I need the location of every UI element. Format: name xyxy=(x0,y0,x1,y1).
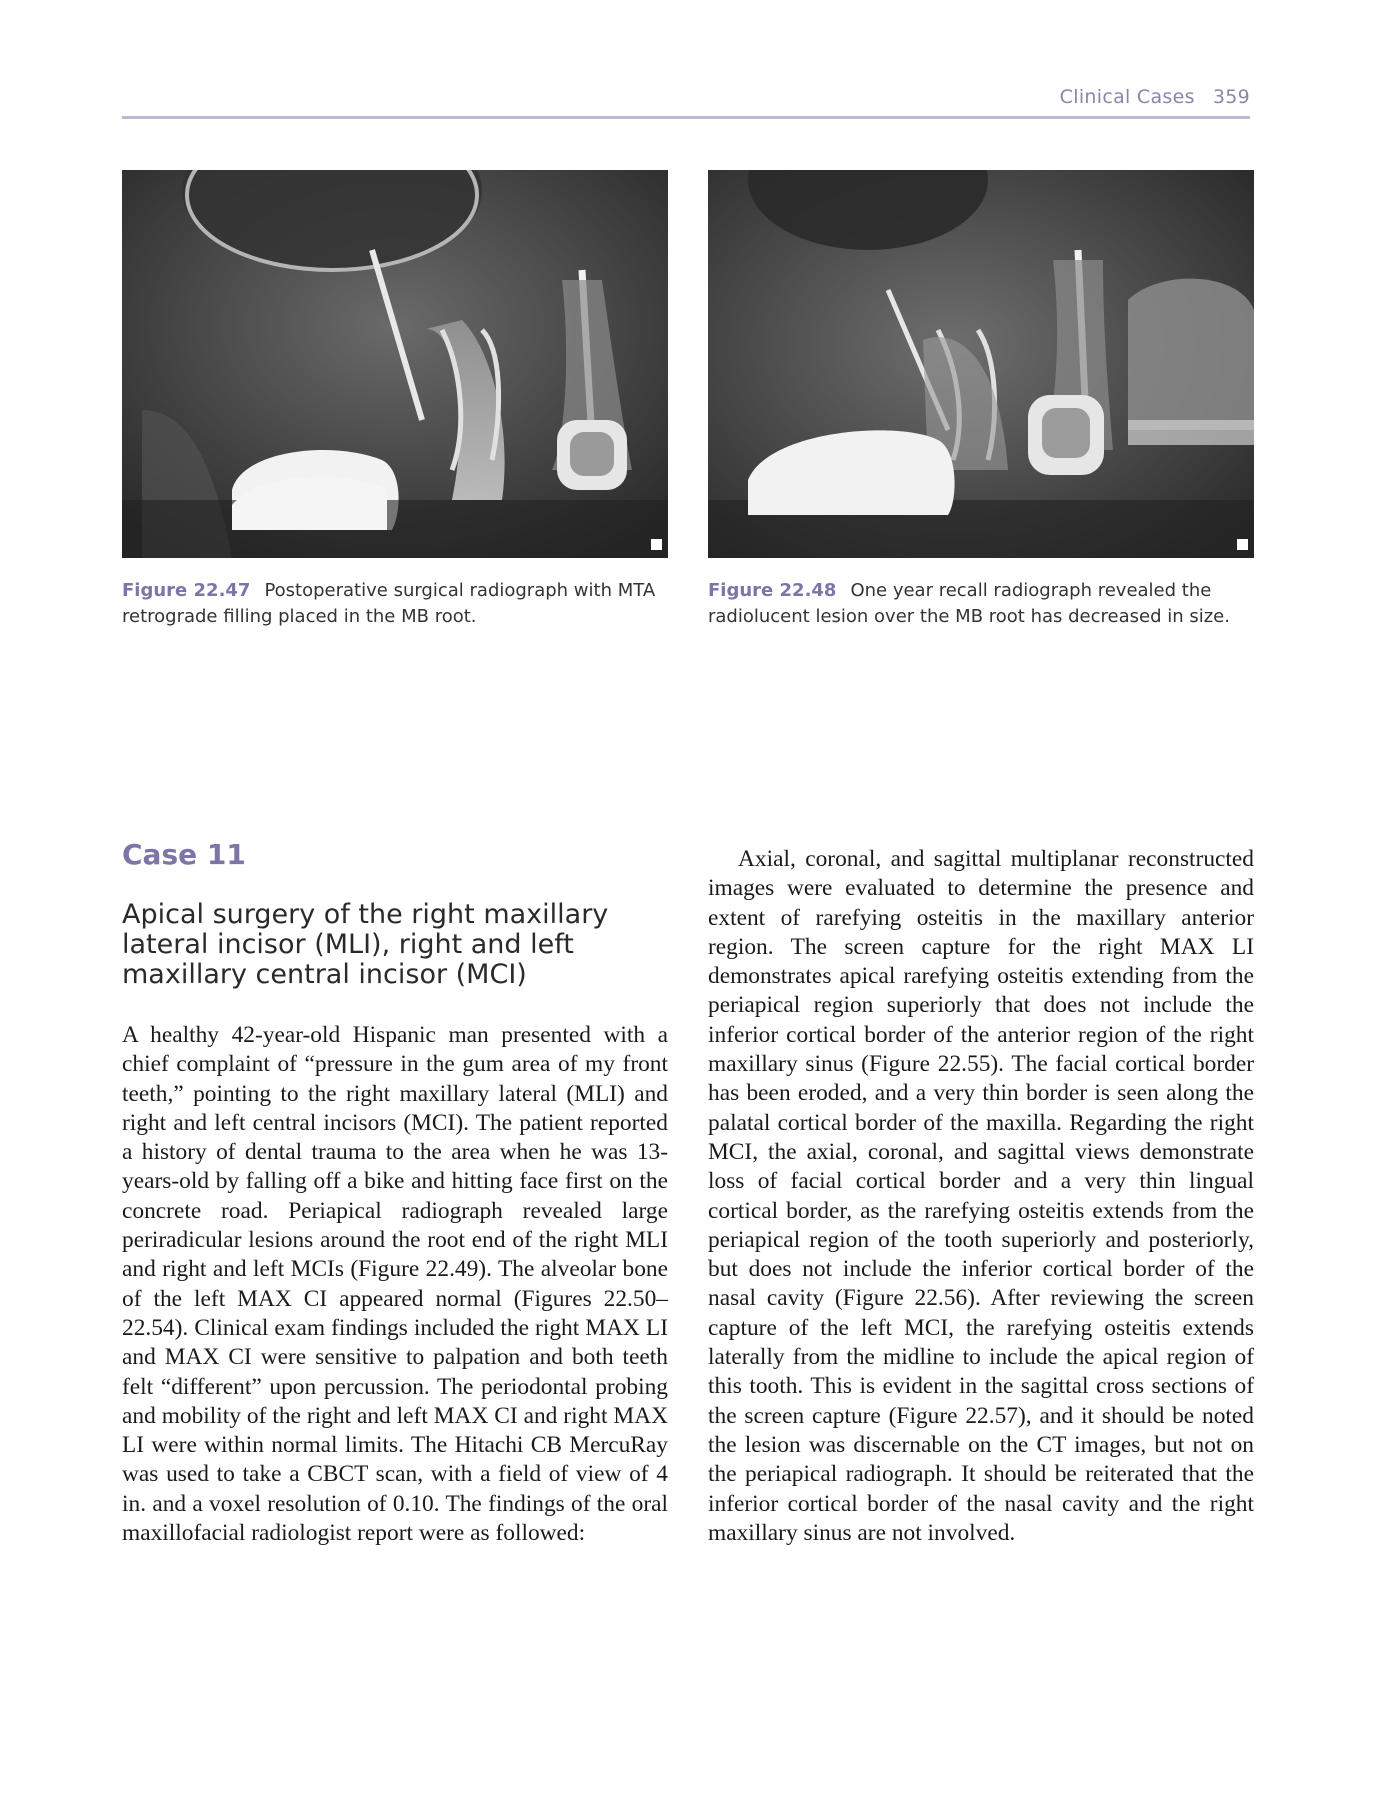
case-subtitle: Apical surgery of the right maxillary lateral incisor (MLI), right and left maxillary central incisor (MCI) xyxy=(122,899,609,990)
figure-caption-22-48 xyxy=(708,578,1254,630)
figure-caption-22-47 xyxy=(122,578,668,630)
section-title: Clinical Cases xyxy=(1059,86,1195,108)
page-number: 359 xyxy=(1212,86,1250,108)
figure-number: Figure 22.47 xyxy=(122,580,251,601)
running-head xyxy=(1060,86,1250,108)
figure-caption-text: One year recall radiograph revealed the radiolucent lesion over the MB root has decreased in size. xyxy=(708,580,1230,627)
radiograph-figure-22-47 xyxy=(122,170,668,558)
radiograph-figure-22-48 xyxy=(708,170,1254,558)
figure-marker-icon xyxy=(651,539,662,550)
left-column-paragraph: A healthy 42-year-old Hispanic man presented with a chief complaint of “pressure in the gum area of my front teeth,” pointing to the right maxillary lateral (MLI) and right and left central incisors (MCI). The patient reported a history of dental trauma to the area when he was 13-years-old by falling off a bike and hitting face first on the concrete road. Periapical radiograph revealed large periradicular lesions around the root end of the right MLI and right and left MCIs (Figure 22.49). The alveolar bone of the left MAX CI appeared normal (Figures 22.50–22.54). Clinical exam findings included the right MAX LI and MAX CI were sensitive to palpation and both teeth felt “different” upon percussion. The periodontal probing and mobility of the right and left MAX CI and right MAX LI were within normal limits. The Hitachi CB MercuRay was used to take a CBCT scan, with a field of view of 4 in. and a voxel resolution of 0.10. The findings of the oral maxillofacial radiologist report were as followed: xyxy=(122,1022,668,1547)
case-title: Case 11 xyxy=(122,838,246,871)
figure-caption-text: Postoperative surgical radiograph with MTA retrograde filling placed in the MB root. xyxy=(122,580,656,627)
header-rule xyxy=(122,116,1250,119)
right-column-paragraph: Axial, coronal, and sagittal multiplanar reconstructed images were evaluated to determine the presence and extent of rarefying osteitis in the maxillary anterior region. The screen capture for the right MAX LI demonstrates apical rarefying osteitis extending from the periapical region superiorly that does not include the inferior cortical border of the anterior region of the right maxillary sinus (Figure 22.55). The facial cortical border has been eroded, and a very thin border is seen along the palatal cortical border of the maxilla. Regarding the right MCI, the axial, coronal, and sagittal views demonstrate loss of facial cortical border and a very thin lingual cortical border, as the rarefying osteitis extends from the periapical region of the tooth superiorly and posteriorly, but does not include the inferior cortical border of the nasal cavity (Figure 22.56). After reviewing the screen capture of the left MCI, the rarefying osteitis extends laterally from the midline to include the apical region of this tooth. This is evident in the sagittal cross sections of the screen capture (Figure 22.57), and it should be noted the lesion was discernable on the CT images, but not on the periapical radiograph. It should be reiterated that the inferior cortical border of the nasal cavity and the right maxillary sinus are not involved. xyxy=(708,846,1254,1546)
figure-marker-icon xyxy=(1237,539,1248,550)
figure-number: Figure 22.48 xyxy=(708,580,837,601)
